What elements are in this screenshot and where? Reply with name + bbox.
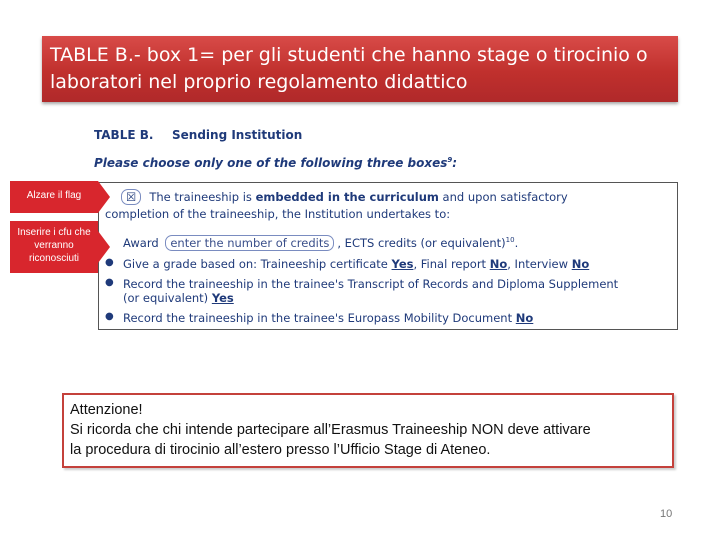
box-text-1-bold: embedded in the curriculum [255, 190, 439, 204]
instruction-text: Please choose only one of the following three boxes [94, 156, 448, 170]
slide-title [42, 36, 678, 102]
bullet-icon: ● [105, 257, 114, 268]
form-instruction [94, 156, 457, 170]
box-text-1: The traineeship is [149, 190, 256, 204]
embedded-curriculum-box [98, 182, 678, 330]
callout-credits: Inserire i cfu che verranno riconosciuti [10, 221, 98, 273]
callout-flag-arrow [98, 181, 110, 213]
award-prefix: Award [123, 236, 159, 250]
box-text-1-end: and upon satisfactory [438, 190, 568, 204]
slide-title-line-2: laboratori nel proprio regolamento didattico [50, 71, 468, 93]
grade-line [105, 257, 589, 271]
warning-line-2: la procedura di tirocinio all’estero presso l’Ufficio Stage di Ateneo. [70, 442, 491, 458]
record-text-2: (or equivalent) [123, 291, 212, 305]
grade-no-2: No [571, 257, 590, 271]
credits-input[interactable]: enter the number of credits [165, 235, 334, 251]
box-line-1 [121, 189, 568, 205]
record-text-1: Record the traineeship in the trainee's Transcript of Records and Diploma Supplement [123, 277, 619, 291]
record-yes: Yes [211, 291, 234, 305]
bullet-icon: ● [105, 277, 114, 288]
warning-box [62, 393, 674, 468]
europass-no: No [515, 311, 534, 325]
warning-line-1: Si ricorda che chi intende partecipare all’Erasmus Traineeship NON deve attivare [70, 422, 591, 438]
europass-text: Record the traineeship in the trainee's Europass Mobility Document [123, 311, 516, 325]
europass-line [105, 311, 533, 325]
record-line-2 [123, 291, 234, 305]
callout-credits-arrow [98, 231, 110, 263]
instruction-colon: : [452, 156, 458, 170]
table-label: TABLE B. [94, 128, 154, 142]
warning-heading: Attenzione! [70, 402, 143, 418]
record-line-1 [105, 277, 618, 291]
grade-no-1: No [489, 257, 508, 271]
bullet-icon: ● [105, 311, 114, 322]
callout-flag: Alzare il flag [10, 181, 98, 213]
slide-title-line-1: TABLE B.- box 1= per gli studenti che hanno stage o tirocinio o [50, 44, 648, 66]
instruction-note: 9 [447, 156, 453, 164]
award-note: 10 [505, 236, 515, 245]
form-heading [94, 128, 303, 142]
page-number: 10 [660, 508, 673, 520]
award-line: Award enter the number of credits , ECTS credits (or equivalent)$^{10}$. [123, 236, 519, 250]
grade-yes: Yes [391, 257, 414, 271]
award-suffix: ECTS credits (or equivalent) [344, 236, 506, 250]
grade-mid-2: , Interview [507, 257, 572, 271]
grade-mid: , Final report [413, 257, 490, 271]
grade-prefix: Give a grade based on: Traineeship certificate [123, 257, 392, 271]
section-label: Sending Institution [172, 128, 303, 142]
checkbox-icon[interactable]: ☒ [121, 189, 141, 205]
box-line-2: completion of the traineeship, the Institution undertakes to: [105, 207, 451, 221]
